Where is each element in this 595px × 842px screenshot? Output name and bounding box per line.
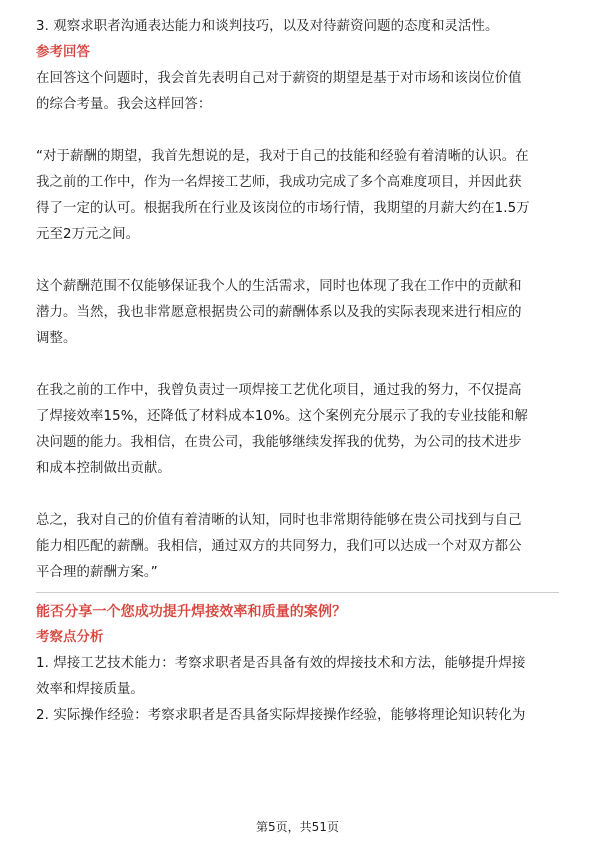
text-line: 调整。 (36, 331, 77, 346)
criteria-item-3: 3. 观察求职者沟通表达能力和谈判技巧，以及对待薪资问题的态度和灵活性。 (36, 19, 499, 34)
text-line: 决问题的能力。我相信，在贵公司，我能够继续发挥我的优势，为公司的技术进步 (36, 435, 522, 450)
answer-paragraph-2 (36, 274, 559, 352)
reference-answer-heading: 参考回答 (36, 45, 90, 60)
text-line: 效率和焊接质量。 (36, 682, 144, 697)
answer-paragraph-3 (36, 378, 559, 482)
text-line: 潜力。当然，我也非常愿意根据贵公司的薪酬体系以及我的实际表现来进行相应的 (36, 305, 522, 320)
section-divider (36, 592, 559, 593)
intro-paragraph (36, 66, 559, 118)
page-number: 第5页，共51页 (256, 820, 339, 834)
text-line: 平合理的薪酬方案。” (36, 565, 158, 580)
document-page (36, 14, 559, 729)
text-line: 能力相匹配的薪酬。我相信，通过双方的共同努力，我们可以达成一个对双方都公 (36, 539, 522, 554)
text-line: 总之，我对自己的价值有着清晰的认知，同时也非常期待能够在贵公司找到与自己 (36, 513, 522, 528)
analysis-heading: 考察点分析 (36, 630, 104, 645)
analysis-item-1 (36, 651, 559, 703)
text-line: 和成本控制做出贡献。 (36, 461, 171, 476)
text-line: 在回答这个问题时，我会首先表明自己对于薪资的期望是基于对市场和该岗位价值 (36, 71, 522, 86)
text-line: 在我之前的工作中，我曾负责过一项焊接工艺优化项目，通过我的努力，不仅提高 (36, 383, 522, 398)
text-line: 我之前的工作中，作为一名焊接工艺师，我成功完成了多个高难度项目，并因此获 (36, 175, 522, 190)
text-line: 的综合考量。我会这样回答： (36, 97, 212, 112)
text-line: “对于薪酬的期望，我首先想说的是，我对于自己的技能和经验有着清晰的认识。在 (36, 149, 529, 164)
analysis-item-2 (36, 703, 559, 729)
text-line: 这个薪酬范围不仅能够保证我个人的生活需求，同时也体现了我在工作中的贡献和 (36, 279, 522, 294)
text-line: 2. 实际操作经验：考察求职者是否具备实际焊接操作经验，能够将理论知识转化为 (36, 708, 526, 723)
answer-paragraph-1 (36, 144, 559, 248)
text-line: 了焊接效率15%，还降低了材料成本10%。这个案例充分展示了我的专业技能和解 (36, 409, 528, 424)
text-line: 元至2万元之间。 (36, 227, 140, 242)
text-line: 1. 焊接工艺技术能力：考察求职者是否具备有效的焊接技术和方法，能够提升焊接 (36, 656, 526, 671)
text-line: 得了一定的认可。根据我所在行业及该岗位的市场行情，我期望的月薪大约在1.5万 (36, 201, 530, 216)
answer-paragraph-4 (36, 508, 559, 586)
question-heading: 能否分享一个您成功提升焊接效率和质量的案例？ (36, 604, 347, 620)
